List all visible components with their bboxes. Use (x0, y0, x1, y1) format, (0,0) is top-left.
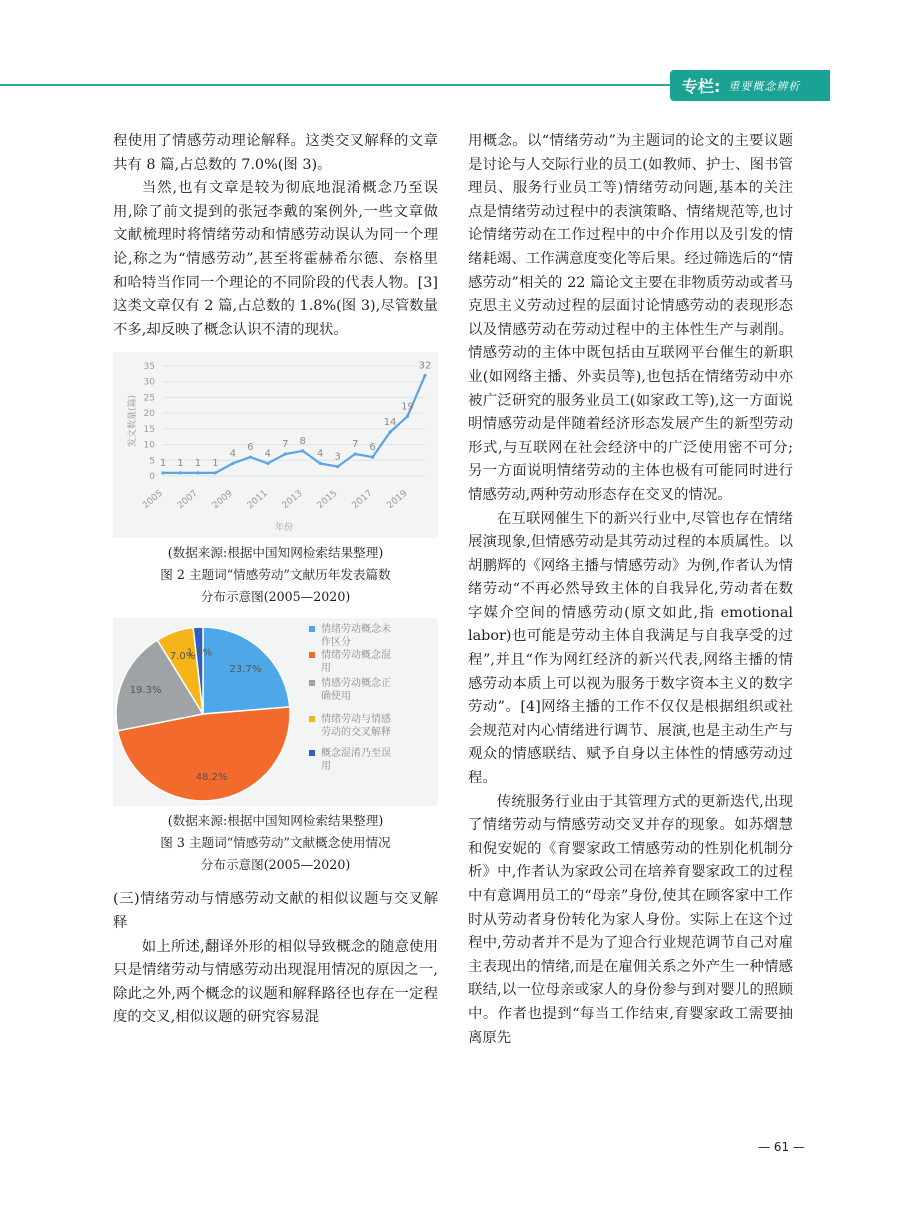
data-point (284, 453, 287, 456)
pie-chart-svg (113, 618, 438, 806)
legend-swatch (309, 626, 315, 632)
legend-label: 情绪劳动概念混用 (321, 650, 391, 675)
slice-label: 19.3% (129, 685, 162, 697)
data-label: 4 (317, 448, 324, 460)
x-tick-label: 2011 (245, 488, 270, 512)
legend-swatch (309, 750, 315, 756)
data-point (214, 472, 217, 475)
column-label: 专栏: (682, 77, 721, 96)
data-label: 1 (159, 458, 167, 470)
column-subtitle: 重要概念辨析 (728, 79, 801, 93)
data-label: 6 (369, 442, 376, 454)
legend-swatch (309, 652, 315, 658)
paragraph: 如上所述,翻译外形的相似导致概念的随意使用只是情绪劳动与情感劳动出现混用情况的原因之一,除此之外,两个概念的议题和解释路径也存在一定程度的交叉,相似议题的研究容易混 (113, 938, 438, 1026)
legend-label: 概念混淆乃至误用 (321, 748, 391, 773)
y-tick-label: 0 (149, 472, 155, 483)
data-point (406, 415, 409, 418)
legend-swatch (309, 680, 315, 686)
y-tick-label: 5 (149, 456, 155, 467)
y-tick-label: 10 (143, 440, 155, 451)
data-point (196, 472, 199, 475)
data-label: 7 (282, 439, 289, 451)
header-rule (0, 84, 680, 86)
data-point (319, 462, 322, 465)
legend-label: 情感劳动概念正确使用 (321, 678, 391, 703)
pie-chart-figure-3 (113, 618, 438, 806)
data-point (249, 456, 252, 459)
right-column (468, 130, 793, 1050)
figure-2-source: (数据来源:根据中国知网检索结果整理) (167, 545, 384, 561)
data-point (371, 456, 374, 459)
section-heading: (三)情绪劳动与情感劳动文献的相似议题与交叉解释 (113, 891, 438, 931)
data-point (179, 472, 182, 475)
paragraph: 程使用了情感劳动理论解释。这类交叉解释的文章共有 8 篇,占总数的 7.0%(图 3)。 (113, 133, 438, 173)
data-point (161, 472, 164, 475)
page-number: — 61 — (758, 1140, 805, 1154)
figure-2-caption-line2: 分布示意图(2005—2020) (200, 589, 351, 605)
data-label: 6 (247, 442, 254, 454)
y-tick-label: 35 (143, 362, 155, 373)
data-label: 1 (194, 458, 202, 470)
slice-label: 1.8% (186, 647, 213, 659)
y-tick-label: 25 (143, 393, 155, 404)
data-label: 1 (177, 458, 184, 470)
slice-label: 48.2% (195, 772, 228, 784)
data-point (301, 450, 304, 453)
y-axis-label: 发文数量(篇) (128, 395, 138, 448)
data-label: 4 (264, 448, 271, 460)
paragraph: 传统服务行业由于其管理方式的更新迭代,出现了情绪劳动与情感劳动交叉并存的现象。如苏熠慧和倪安妮的《育婴家政工情感劳动的性别化机制分析》中,作者认为家政公司在培养育婴家政工的过程中有意调用员工的“母亲”身份,使其在顾客家中工作时从劳动者身份转化为家人身份。实际上在这个过程中,劳动者并不是为了迎合行业规范调节自己对雇主表现出的情绪,而是在雇佣关系之外产生一种情感联结,以一位母亲或家人的身份参与到对婴儿的照顾中。作者也提到“每当工作结束,育婴家政工需要抽离原先 (468, 793, 793, 1046)
data-point (266, 462, 269, 465)
y-tick-label: 20 (143, 409, 155, 420)
x-tick-label: 2017 (350, 488, 375, 512)
column-header (670, 70, 830, 101)
x-tick-label: 2015 (315, 488, 340, 512)
data-point (336, 465, 339, 468)
figure-2-caption: 图 2 主题词“情感劳动”文献历年发表篇数 (160, 567, 391, 583)
figure-3-caption: 图 3 主题词“情感劳动”文献概念使用情况 (160, 835, 391, 851)
y-tick-label: 30 (143, 378, 155, 389)
slice-label: 23.7% (229, 664, 262, 676)
x-tick-label: 2009 (210, 488, 235, 512)
paragraph: 在互联网催生下的新兴行业中,尽管也存在情绪展演现象,但情感劳动是其劳动过程的本质属性。以胡鹏辉的《网络主播与情感劳动》为例,作者认为情绪劳动“不再必然导致主体的自我异化,劳动者在数字媒介空间的情感劳动(原文如此,指 emotional labor)也可能是劳动主体自我满足与自我享受的过程”,并且“作为网红经济的新兴代表,网络主播的情感劳动本质上可以视为服务于数字资本主义的数字劳动”。[4]网络主播的工作不仅仅是根据组织或社会规范对内心情绪进行调节、展演,也是主动生产与观众的情感联结、赋予自身以主体性的情感劳动过程。 (468, 510, 793, 787)
data-label: 7 (351, 439, 359, 451)
slice-label: 7.0% (169, 651, 196, 663)
x-tick-label: 2013 (280, 488, 305, 512)
y-tick-label: 15 (143, 425, 155, 436)
x-axis-label: 年份 (274, 523, 294, 534)
data-point (231, 462, 234, 465)
data-label: 19 (401, 401, 414, 413)
paragraph: 当然,也有文章是较为彻底地混淆概念乃至误用,除了前文提到的张冠李戴的案例外,一些文章做文献梳理时将情绪劳动和情感劳动误认为同一个理论,称之为“情感劳动”,甚至将霍赫希尔德、奈格里和哈特当作同一个理论的不同阶段的代表人物。[3]这类文章仅有 2 篇,占总数的 1.8%(图 3),尽管数量不多,却反映了概念认识不清的现状。 (113, 180, 438, 338)
figure-3-caption-line2: 分布示意图(2005—2020) (200, 857, 351, 873)
x-tick-label: 2007 (175, 488, 200, 512)
data-label: 8 (299, 436, 306, 448)
x-tick-label: 2019 (385, 488, 410, 512)
data-label: 1 (212, 458, 219, 470)
data-label: 32 (418, 360, 432, 372)
figure-3-source: (数据来源:根据中国知网检索结果整理) (167, 813, 384, 829)
data-point (423, 374, 426, 377)
legend-label: 情绪劳动与情感劳动的交叉解释 (321, 714, 391, 739)
legend-label: 情绪劳动概念未作区分 (321, 624, 391, 649)
left-column (113, 130, 438, 1030)
paragraph: 用概念。以“情绪劳动”为主题词的论文的主要议题是讨论与人交际行业的员工(如教师、护士、图书管理员、服务行业员工等)情绪劳动问题,基本的关注点是情绪劳动过程中的表演策略、情绪规范等,也讨论情绪劳动在工作过程中的中介作用以及引发的情绪耗竭、工作满意度变化等后果。经过筛选后的“情感劳动”相关的 22 篇论文主要在非物质劳动或者马克思主义劳动过程的层面讨论情感劳动的表现形态以及情感劳动在劳动过程中的主体性生产与剥削。情感劳动的主体中既包括由互联网平台催生的新职业(如网络主播、外卖员等),也包括在情绪劳动中亦被广泛研究的服务业员工(如家政工等),这一方面说明情感劳动是伴随着经济形态发展产生的新型劳动形式,与互联网在社会经济中的广泛使用密不可分;另一方面说明情绪劳动的主体也极有可能同时进行情感劳动,两种劳动形态存在交叉的情况。 (468, 133, 793, 503)
line-chart-svg (113, 352, 438, 538)
x-tick-label: 2005 (140, 488, 165, 512)
data-point (388, 431, 391, 434)
line-chart-figure-2 (113, 352, 438, 538)
data-point (354, 453, 357, 456)
data-label: 14 (383, 417, 397, 429)
legend-swatch (309, 716, 315, 722)
data-label: 4 (229, 448, 237, 460)
data-label: 3 (334, 451, 341, 463)
